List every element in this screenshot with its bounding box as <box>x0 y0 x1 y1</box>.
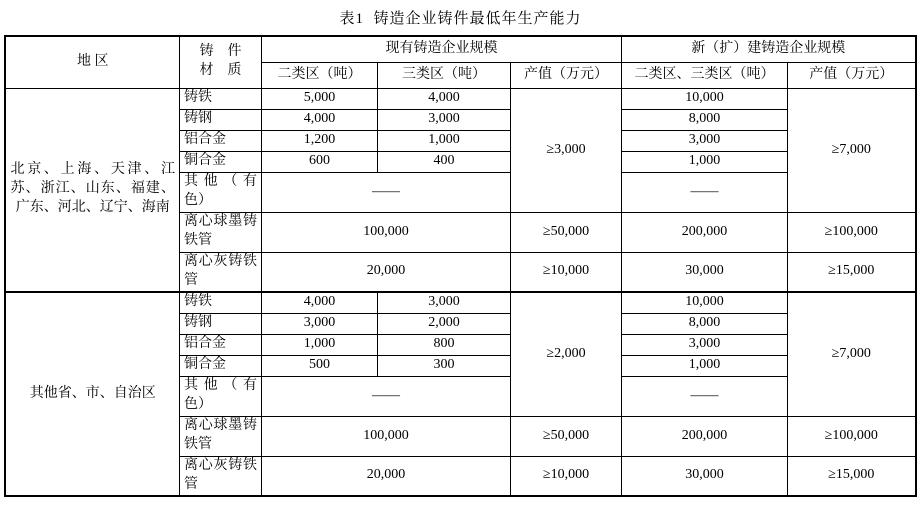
r1-cast-steel-class3: 3,000 <box>377 109 510 130</box>
r2-ductile-pipe-new: 200,000 <box>622 416 788 456</box>
r1-other-new: —— <box>622 172 788 212</box>
r2-other-new: —— <box>622 376 788 416</box>
r1-cast-iron-class2: 5,000 <box>261 88 377 109</box>
r2-cast-iron-label: 铸铁 <box>179 292 261 313</box>
header-new-zones: 二类区、三类区（吨） <box>622 62 788 88</box>
r1-cast-iron-new: 10,000 <box>622 88 788 109</box>
r2-cast-steel-class3: 2,000 <box>377 313 510 334</box>
r2-cast-steel-new: 8,000 <box>622 313 788 334</box>
r2-copper-label: 铜合金 <box>179 355 261 376</box>
header-new-group: 新（扩）建铸造企业规模 <box>622 36 916 62</box>
r1-aluminum-class2: 1,200 <box>261 130 377 151</box>
r2-region-name: 其他省、市、自治区 <box>5 292 179 496</box>
header-output-new: 产值（万元） <box>788 62 916 88</box>
r2-cast-iron-new: 10,000 <box>622 292 788 313</box>
r1-cast-steel-class2: 4,000 <box>261 109 377 130</box>
r1-cast-steel-label: 铸钢 <box>179 109 261 130</box>
r1-gray-pipe-output-existing: ≥10,000 <box>510 252 621 292</box>
r2-copper-new: 1,000 <box>622 355 788 376</box>
r2-cast-iron-row <box>5 292 915 313</box>
r1-copper-class3: 400 <box>377 151 510 172</box>
r1-copper-label: 铜合金 <box>179 151 261 172</box>
r1-ductile-pipe-new: 200,000 <box>622 212 788 252</box>
r1-ductile-pipe-output-existing: ≥50,000 <box>510 212 621 252</box>
r2-gray-pipe-label: 离心灰铸铁管 <box>179 456 261 496</box>
r2-cast-iron-class2: 4,000 <box>261 292 377 313</box>
header-material <box>179 36 261 88</box>
r1-ductile-pipe-label: 离心球墨铸铁管 <box>179 212 261 252</box>
r1-output-new: ≥7,000 <box>788 88 916 212</box>
r1-aluminum-new: 3,000 <box>622 130 788 151</box>
header-class3: 三类区（吨） <box>377 62 510 88</box>
r2-other-label: 其他（有色） <box>179 376 261 416</box>
r2-copper-class3: 300 <box>377 355 510 376</box>
r2-cast-iron-class3: 3,000 <box>377 292 510 313</box>
r2-ductile-pipe-output-new: ≥100,000 <box>788 416 916 456</box>
r2-gray-pipe-output-existing: ≥10,000 <box>510 456 621 496</box>
r2-cast-steel-label: 铸钢 <box>179 313 261 334</box>
r1-gray-pipe-new: 30,000 <box>622 252 788 292</box>
r1-copper-class2: 600 <box>261 151 377 172</box>
r2-aluminum-class2: 1,000 <box>261 334 377 355</box>
r1-ductile-pipe-existing: 100,000 <box>261 212 510 252</box>
min-capacity-table <box>4 35 916 497</box>
header-row-groups <box>5 36 915 62</box>
r1-ductile-pipe-output-new: ≥100,000 <box>788 212 916 252</box>
header-material-line2: 材 质 <box>199 63 242 79</box>
r1-aluminum-class3: 1,000 <box>377 130 510 151</box>
header-region: 地 区 <box>5 36 179 88</box>
r1-gray-pipe-existing: 20,000 <box>261 252 510 292</box>
r2-output-existing: ≥2,000 <box>510 292 621 416</box>
r2-ductile-pipe-output-existing: ≥50,000 <box>510 416 621 456</box>
header-output-existing: 产值（万元） <box>510 62 621 88</box>
r1-copper-new: 1,000 <box>622 151 788 172</box>
r1-gray-pipe-output-new: ≥15,000 <box>788 252 916 292</box>
r2-output-new: ≥7,000 <box>788 292 916 416</box>
r2-copper-class2: 500 <box>261 355 377 376</box>
table-title: 表1 铸造企业铸件最低年生产能力 <box>339 11 582 27</box>
r2-gray-pipe-output-new: ≥15,000 <box>788 456 916 496</box>
r1-aluminum-label: 铝合金 <box>179 130 261 151</box>
r2-cast-steel-class2: 3,000 <box>261 313 377 334</box>
r1-cast-iron-class3: 4,000 <box>377 88 510 109</box>
r2-gray-pipe-existing: 20,000 <box>261 456 510 496</box>
r2-gray-pipe-new: 30,000 <box>622 456 788 496</box>
r1-cast-steel-new: 8,000 <box>622 109 788 130</box>
r2-ductile-pipe-existing: 100,000 <box>261 416 510 456</box>
r1-output-existing: ≥3,000 <box>510 88 621 212</box>
r2-ductile-pipe-label: 离心球墨铸铁管 <box>179 416 261 456</box>
r1-cast-iron-row <box>5 88 915 109</box>
header-material-line1: 铸 件 <box>199 44 242 60</box>
r1-region-name: 北京、上海、天津、江苏、浙江、山东、福建、广东、河北、辽宁、海南 <box>5 88 179 292</box>
r1-other-existing: —— <box>261 172 510 212</box>
header-class2: 二类区（吨） <box>261 62 377 88</box>
r2-aluminum-new: 3,000 <box>622 334 788 355</box>
r1-gray-pipe-label: 离心灰铸铁管 <box>179 252 261 292</box>
header-existing-group: 现有铸造企业规模 <box>261 36 621 62</box>
r2-aluminum-class3: 800 <box>377 334 510 355</box>
r2-aluminum-label: 铝合金 <box>179 334 261 355</box>
r1-other-label: 其他（有色） <box>179 172 261 212</box>
r2-other-existing: —— <box>261 376 510 416</box>
r1-cast-iron-label: 铸铁 <box>179 88 261 109</box>
